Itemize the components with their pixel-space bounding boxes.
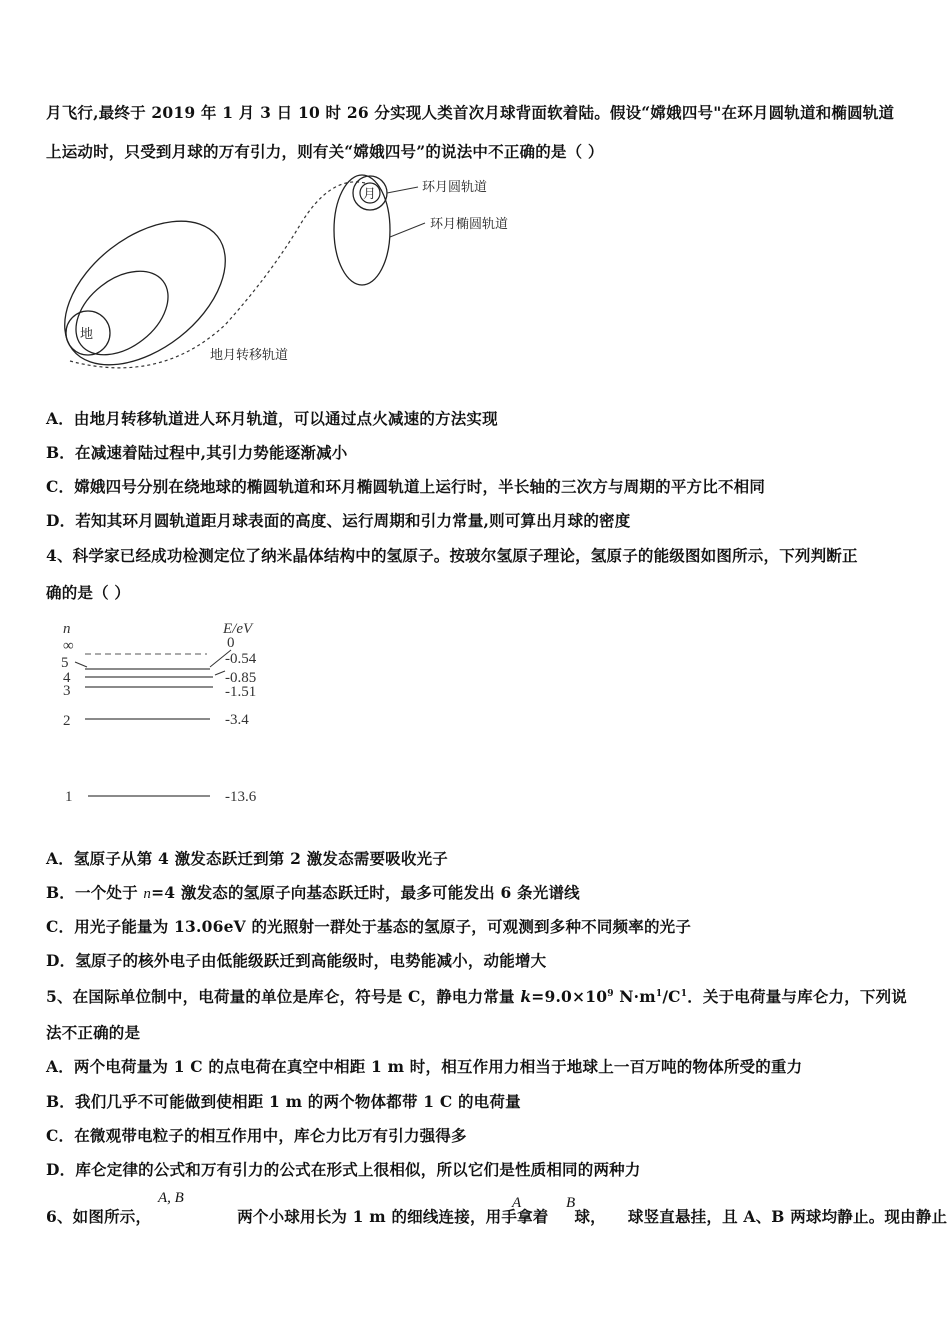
transfer-orbit-path <box>70 182 365 368</box>
level-n-inf: ∞ <box>63 638 74 654</box>
q5-option-d: D．库仑定律的公式和万有引力的公式在形式上很相似，所以它们是性质相同的两种力 <box>46 1160 641 1179</box>
orbit-diagram <box>40 165 550 380</box>
e-axis-label: E/eV <box>223 621 253 637</box>
transfer-orbit-label: 地月转移轨道 <box>210 348 289 363</box>
q4-option-b: B．一个处于 n=4 激发态的氢原子向基态跃迁时，最多可能发出 6 条光谱线 <box>46 883 580 902</box>
q4-option-d: D．氢原子的核外电子由低能级跃迁到高能级时，电势能减小，动能增大 <box>46 951 547 970</box>
level-e-inf: 0 <box>227 635 235 651</box>
circular-orbit-label: 环月圆轨道 <box>422 180 488 195</box>
earth-label: 地 <box>80 327 94 342</box>
q5-option-b: B．我们几乎不可能做到使相距 1 m 的两个物体都带 1 C 的电荷量 <box>46 1092 521 1111</box>
level-n-3: 3 <box>63 683 71 699</box>
level-n-4: 4 <box>63 670 71 686</box>
q5-line-1: 5、在国际单位制中，电荷量的单位是库仑，符号是 C，静电力常量 $k=9.0\times 10^9$ $N\cdot m^1/C^1$．关于电荷量与库仑力，下列说 <box>46 987 907 1006</box>
n-axis-label: n <box>63 621 71 637</box>
q4-line-2: 确的是（ ） <box>46 583 131 602</box>
level-e-3: -1.51 <box>225 684 257 700</box>
level-e-4: -0.85 <box>225 670 257 686</box>
q5-option-a: A．两个电荷量为 1 C 的点电荷在真空中相距 1 m 时，相互作用力相当于地球上一百万吨的物体所受的重力 <box>46 1057 803 1076</box>
level-n-2: 2 <box>63 713 71 729</box>
q6-a-symbol: A <box>512 1195 522 1211</box>
q5-line-2: 法不正确的是 <box>46 1023 141 1042</box>
q5-option-c: C．在微观带电粒子的相互作用中，库仑力比万有引力强得多 <box>46 1126 467 1145</box>
energy-level-diagram <box>55 615 285 810</box>
q3-option-d: D．若知其环月圆轨道距月球表面的高度、运行周期和引力常量,则可算出月球的密度 <box>46 511 631 530</box>
q4-option-a: A．氢原子从第 4 激发态跃迁到第 2 激发态需要吸收光子 <box>46 849 448 868</box>
q6-b-symbol: B <box>566 1195 576 1211</box>
intro-line-1: 月飞行,最终于 2019 年 1 月 3 日 10 时 26 分实现人类首次月球背面软着陆。假设“嫦娥四号"在环月圆轨道和椭圆轨道 <box>46 103 895 122</box>
q3-option-c: C．嫦娥四号分别在绕地球的椭圆轨道和环月椭圆轨道上运行时，半长轴的三次方与周期的平方比不相同 <box>46 477 766 496</box>
q3-option-a: A．由地月转移轨道进人环月轨道，可以通过点火减速的方法实现 <box>46 409 498 428</box>
level-e-1: -13.6 <box>225 789 257 805</box>
level-e-5: -0.54 <box>225 651 257 667</box>
q4-line-1: 4、科学家已经成功检测定位了纳米晶体结构中的氢原子。按玻尔氢原子理论，氢原子的能级图如图所示，下列判断正 <box>46 546 858 565</box>
moon-label: 月 <box>363 187 377 202</box>
q6-ab-symbol: A, B <box>158 1190 184 1206</box>
level-n-1: 1 <box>65 789 73 805</box>
moon-elliptical-orbit <box>334 175 390 285</box>
q3-option-b: B．在减速着陆过程中,其引力势能逐渐减小 <box>46 443 348 462</box>
q6-line-1: 6、如图所示， 两个小球用长为 1 m 的细线连接，用手拿着 球， 球竖直悬挂，且 A、B 两球均静止。现由静止 <box>46 1207 948 1226</box>
level-e-2: -3.4 <box>225 712 249 728</box>
q4-option-c: C．用光子能量为 13.06eV 的光照射一群处于基态的氢原子，可观测到多种不同频率的光子 <box>46 917 692 936</box>
level-n-5: 5 <box>61 655 69 671</box>
elliptical-orbit-label: 环月椭圆轨道 <box>430 217 509 232</box>
intro-line-2: 上运动时，只受到月球的万有引力，则有关“嫦娥四号”的说法中不正确的是（ ） <box>46 142 604 161</box>
